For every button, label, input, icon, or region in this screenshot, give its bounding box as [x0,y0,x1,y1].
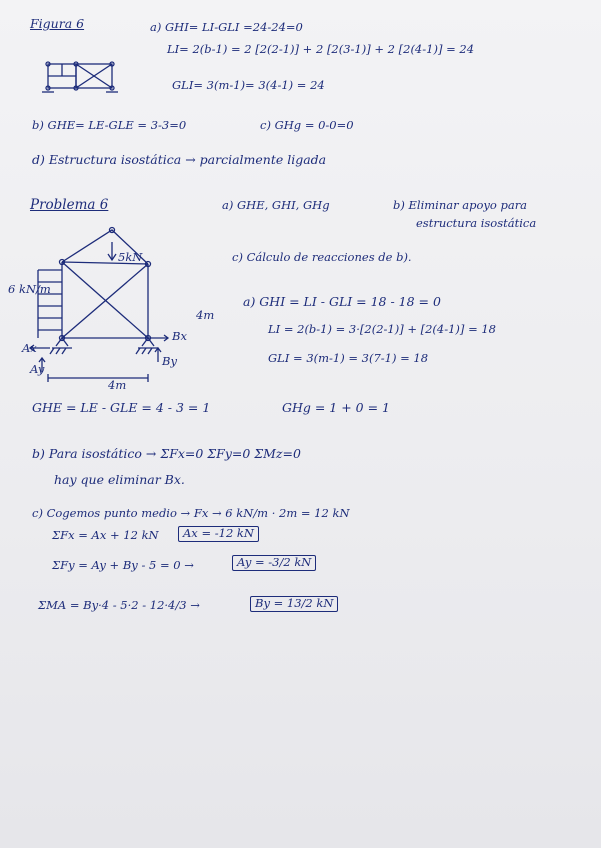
problem-question-a: a) GHE, GHI, GHg [222,198,330,212]
solution-a-ghe: GHE = LE - GLE = 4 - 3 = 1 [32,400,211,415]
diagram-bx-label: Bx [172,329,187,343]
problem-question-c: c) Cálculo de reacciones de b). [232,250,412,264]
figura-line-a2: LI= 2(b-1) = 2 [2(2-1)] + 2 [2(3-1)] + 2 [2(4-1)] = 24 [167,42,475,56]
figura-line-a1: a) GHI= LI-GLI =24-24=0 [150,20,303,34]
solution-c-ax-result: Ax = -12 kN [178,526,259,542]
figura-line-d: d) Estructura isostática → parcialmente ligada [32,152,327,167]
solution-a-line2: LI = 2(b-1) = 3·[2(2-1)] + [2(4-1)] = 18 [268,322,496,336]
solution-c-line2: ΣFx = Ax + 12 kN [52,528,159,542]
diagram-width: 4m [108,378,127,392]
problem-title: Problema 6 [30,197,109,213]
solution-c-by-result: By = 13/2 kN [250,596,338,612]
figura-line-c: c) GHg = 0-0=0 [260,118,354,132]
solution-a-line3: GLI = 3(m-1) = 3(7-1) = 18 [268,351,429,365]
diagram-load-distributed: 6 kN/m [8,282,51,296]
diagram-ay-label: Ay [30,362,45,376]
solution-c-line3: ΣFy = Ay + By - 5 = 0 → [52,558,194,572]
diagram-ax-label: Ax [22,341,37,355]
solution-b-line2: hay que eliminar Bx. [54,472,185,487]
figura-truss-sketch [40,58,130,98]
solution-c-ay-result: Ay = -3/2 kN [232,555,316,571]
figura-title: Figura 6 [30,16,85,31]
problem-question-b2: estructura isostática [416,216,537,230]
solution-a-ghg: GHg = 1 + 0 = 1 [282,400,391,415]
figura-line-a3: GLI= 3(m-1)= 3(4-1) = 24 [172,78,325,92]
figura-line-b: b) GHE= LE-GLE = 3-3=0 [32,118,187,132]
diagram-load-top: 5kN [118,250,143,264]
solution-a-line1: a) GHI = LI - GLI = 18 - 18 = 0 [243,294,441,309]
solution-b-line1: b) Para isostático → ΣFx=0 ΣFy=0 ΣMz=0 [32,446,301,461]
diagram-height: 4m [196,308,215,322]
problem-question-b1: b) Eliminar apoyo para [393,198,528,212]
diagram-by-label: By [162,354,177,368]
solution-c-line1: c) Cogemos punto medio → Fx → 6 kN/m · 2m = 12 kN [32,506,350,520]
solution-c-line4: ΣMA = By·4 - 5·2 - 12·4/3 → [38,598,200,612]
